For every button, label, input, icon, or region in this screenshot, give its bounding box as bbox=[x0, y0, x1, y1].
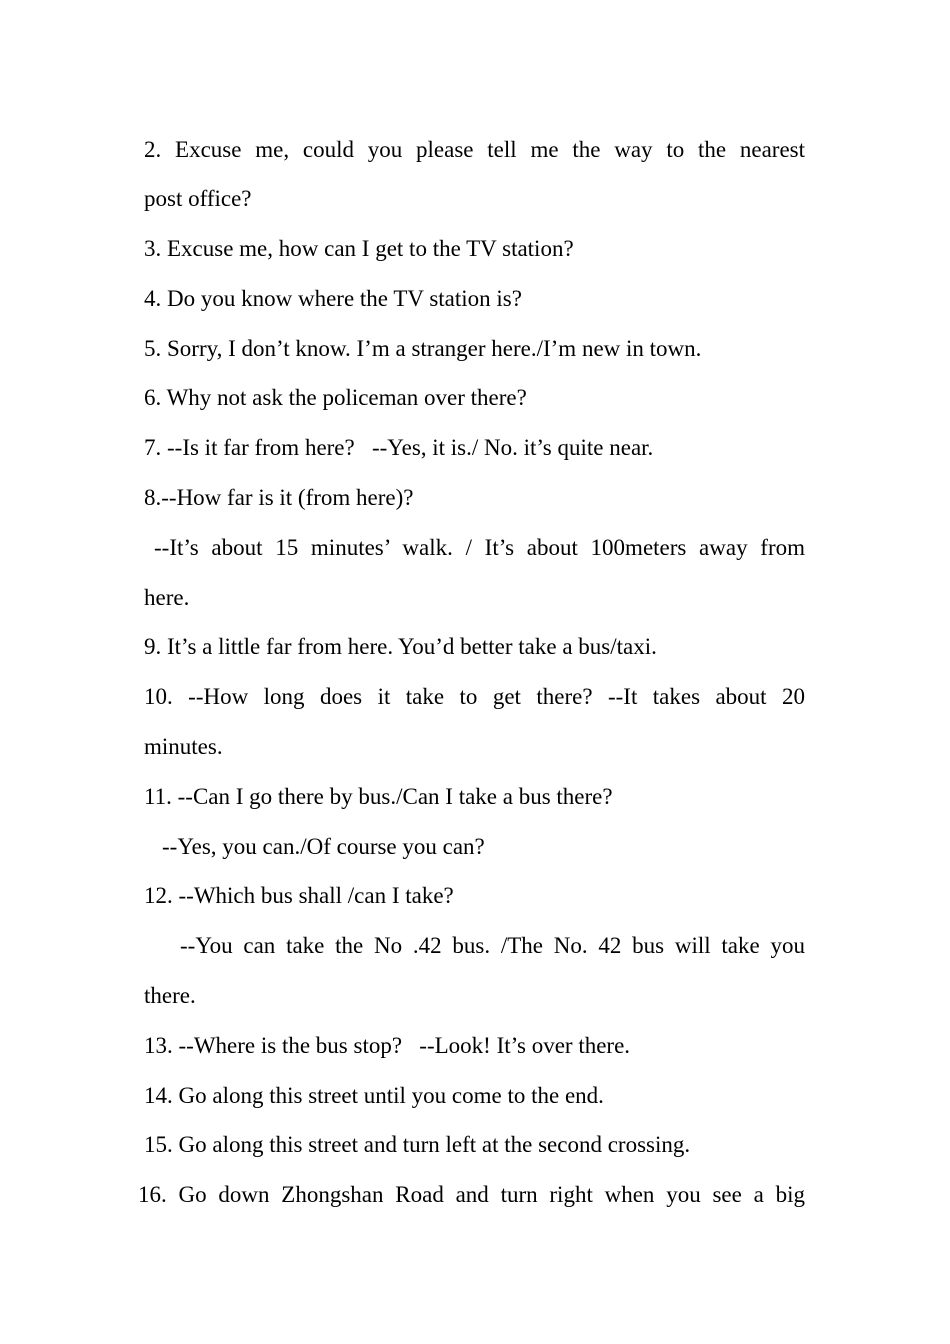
text-line: post office? bbox=[144, 186, 252, 212]
text-line: --Yes, you can./Of course you can? bbox=[162, 833, 485, 859]
text-line: 2. Excuse me, could you please tell me the way to the nearest bbox=[144, 136, 805, 162]
text-line: 10. --How long does it take to get there? --It takes about 20 bbox=[144, 684, 805, 710]
text-line: 9. It’s a little far from here. You’d better take a bus/taxi. bbox=[144, 634, 657, 660]
text-line: --It’s about 15 minutes’ walk. / It’s about 100meters away from bbox=[154, 534, 805, 560]
text-line: 8.--How far is it (from here)? bbox=[144, 485, 414, 511]
text-line: 14. Go along this street until you come to the end. bbox=[144, 1082, 604, 1108]
text-line: 15. Go along this street and turn left at the second crossing. bbox=[144, 1132, 691, 1158]
text-line: 16. Go down Zhongshan Road and turn right when you see a big bbox=[138, 1182, 805, 1208]
text-line: here. bbox=[144, 584, 190, 610]
document-body bbox=[138, 125, 805, 1221]
text-line: 6. Why not ask the policeman over there? bbox=[144, 385, 527, 411]
text-line: 13. --Where is the bus stop? --Look! It’s over there. bbox=[144, 1032, 631, 1058]
text-line: 11. --Can I go there by bus./Can I take a bus there? bbox=[144, 783, 613, 809]
text-line: 12. --Which bus shall /can I take? bbox=[144, 883, 454, 909]
text-line: there. bbox=[144, 983, 196, 1009]
text-line: 7. --Is it far from here? --Yes, it is./ No. it’s quite near. bbox=[144, 435, 654, 461]
text-line: 3. Excuse me, how can I get to the TV station? bbox=[144, 236, 574, 262]
text-line: minutes. bbox=[144, 734, 223, 760]
text-line: 5. Sorry, I don’t know. I’m a stranger here./I’m new in town. bbox=[144, 335, 702, 361]
text-line: 4. Do you know where the TV station is? bbox=[144, 285, 522, 311]
text-line: --You can take the No .42 bus. /The No. 42 bus will take you bbox=[180, 933, 805, 959]
